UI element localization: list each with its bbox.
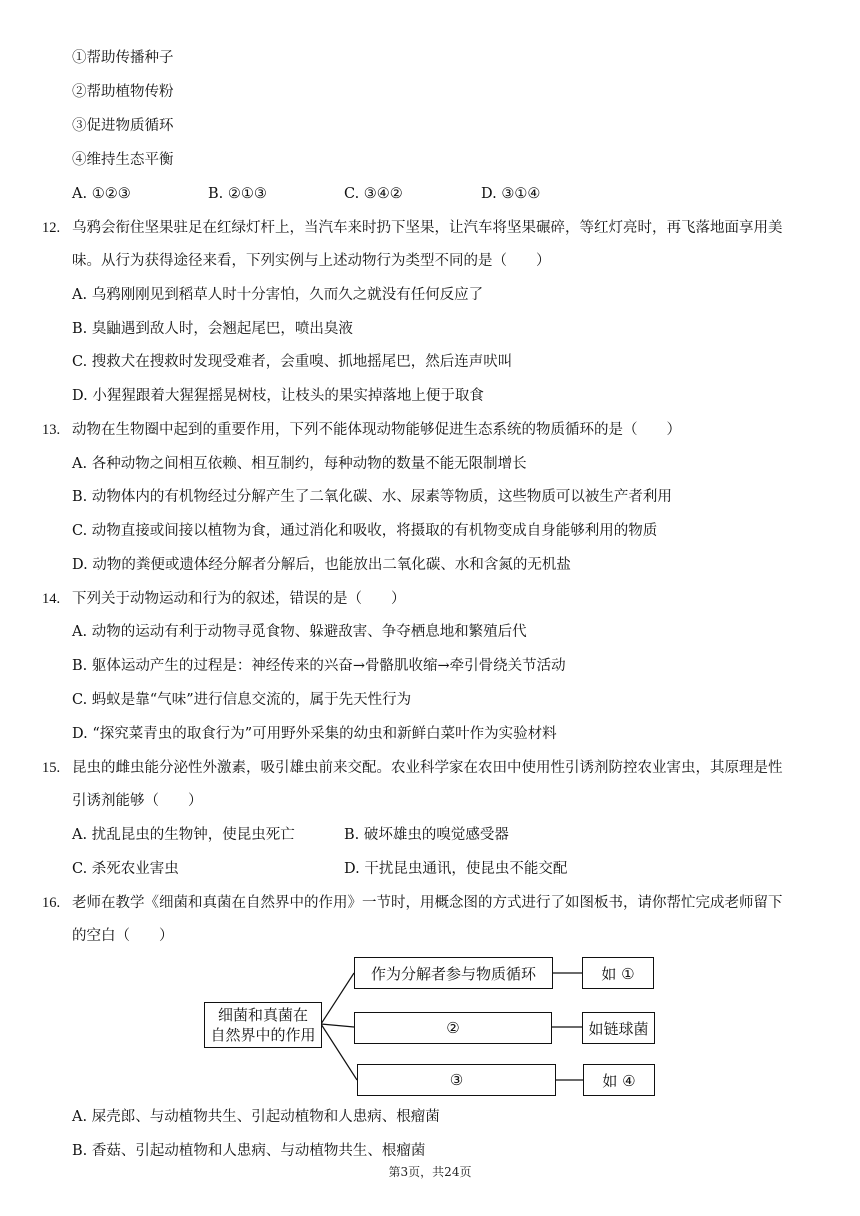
list-item: ④维持生态平衡: [72, 152, 174, 168]
question-text: 的空白（ ）: [72, 928, 174, 944]
q14-option-a: A. 动物的运动有利于动物寻觅食物、躲避敌害、争夺栖息地和繁殖后代: [72, 624, 527, 640]
concept-branch-box: ②: [354, 1012, 552, 1044]
q11-option-b: B. ②①③: [208, 186, 267, 202]
q15-option-c: C. 杀死农业害虫: [72, 861, 179, 877]
concept-root-line: 自然界中的作用: [210, 1026, 316, 1044]
connector-line: [321, 1024, 357, 1080]
question-number: 12.: [42, 220, 61, 236]
list-item: ②帮助植物传粉: [72, 84, 174, 100]
question-text: 动物在生物圈中起到的重要作用，下列不能体现动物能够促进生态系统的物质循环的是（ ）: [72, 422, 681, 438]
q12-option-c: C. 搜救犬在搜救时发现受难者，会重嗅、抓地摇尾巴，然后连声吠叫: [72, 354, 513, 370]
question-number: 16.: [42, 895, 61, 911]
connector-line: [321, 1024, 354, 1027]
concept-branch-box: 作为分解者参与物质循环: [354, 957, 553, 989]
list-item: ①帮助传播种子: [72, 50, 174, 66]
page-footer: 第3页，共24页: [388, 1165, 472, 1179]
concept-leaf-box: 如 ①: [582, 957, 654, 989]
question-number: 13.: [42, 422, 61, 438]
question-text: 引诱剂能够（ ）: [72, 793, 203, 809]
question-text: 老师在教学《细菌和真菌在自然界中的作用》一节时，用概念图的方式进行了如图板书，请你帮忙完成老师留下: [72, 895, 783, 911]
q13-option-d: D. 动物的粪便或遗体经分解者分解后，也能放出二氧化碳、水和含氮的无机盐: [72, 557, 571, 573]
q12-option-d: D. 小猩猩跟着大猩猩摇晃树枝，让枝头的果实掉落地上便于取食: [72, 388, 484, 404]
q14-option-b: B. 躯体运动产生的过程是：神经传来的兴奋→骨骼肌收缩→牵引骨绕关节活动: [72, 658, 566, 674]
q14-option-d: D. “探究菜青虫的取食行为”可用野外采集的幼虫和新鲜白菜叶作为实验材料: [72, 726, 557, 742]
list-item: ③促进物质循环: [72, 118, 174, 134]
concept-leaf-box: 如链球菌: [582, 1012, 655, 1044]
question-text: 昆虫的雌虫能分泌性外激素，吸引雄虫前来交配。农业科学家在农田中使用性引诱剂防控农业害虫，其原理是性: [72, 760, 783, 776]
concept-branch-box: ③: [357, 1064, 556, 1096]
q15-option-b: B. 破坏雄虫的嗅觉感受器: [344, 827, 509, 843]
q15-option-d: D. 干扰昆虫通讯，使昆虫不能交配: [344, 861, 568, 877]
q13-option-b: B. 动物体内的有机物经过分解产生了二氧化碳、水、尿素等物质，这些物质可以被生产者利用: [72, 489, 672, 505]
question-text: 乌鸦会衔住坚果驻足在红绿灯杆上，当汽车来时扔下坚果，让汽车将坚果碾碎，等红灯亮时，再飞落地面享用美: [72, 220, 783, 236]
concept-leaf-box: 如 ④: [583, 1064, 655, 1096]
connector-line: [321, 973, 354, 1024]
q11-option-d: D. ③①④: [481, 186, 541, 202]
question-number: 14.: [42, 591, 61, 607]
q12-option-a: A. 乌鸦刚刚见到稻草人时十分害怕，久而久之就没有任何反应了: [72, 287, 484, 303]
q12-option-b: B. 臭鼬遇到敌人时，会翘起尾巴，喷出臭液: [72, 321, 353, 337]
q11-option-a: A. ①②③: [72, 186, 131, 202]
q16-option-b: B. 香菇、引起动植物和人患病、与动植物共生、根瘤菌: [72, 1143, 426, 1159]
q13-option-a: A. 各种动物之间相互依赖、相互制约，每种动物的数量不能无限制增长: [72, 456, 527, 472]
q11-option-c: C. ③④②: [344, 186, 403, 202]
question-text: 下列关于动物运动和行为的叙述，错误的是（ ）: [72, 591, 406, 607]
question-text: 味。从行为获得途径来看，下列实例与上述动物行为类型不同的是（ ）: [72, 253, 551, 269]
q15-option-a: A. 扰乱昆虫的生物钟，使昆虫死亡: [72, 827, 295, 843]
concept-root-box: [204, 1002, 322, 1048]
q14-option-c: C. 蚂蚁是靠“气味”进行信息交流的，属于先天性行为: [72, 692, 412, 708]
q13-option-c: C. 动物直接或间接以植物为食，通过消化和吸收，将摄取的有机物变成自身能够利用的物质: [72, 523, 658, 539]
concept-root-line: 细菌和真菌在: [217, 1006, 308, 1024]
question-number: 15.: [42, 760, 61, 776]
q16-option-a: A. 屎壳郎、与动植物共生、引起动植物和人患病、根瘤菌: [72, 1109, 440, 1125]
